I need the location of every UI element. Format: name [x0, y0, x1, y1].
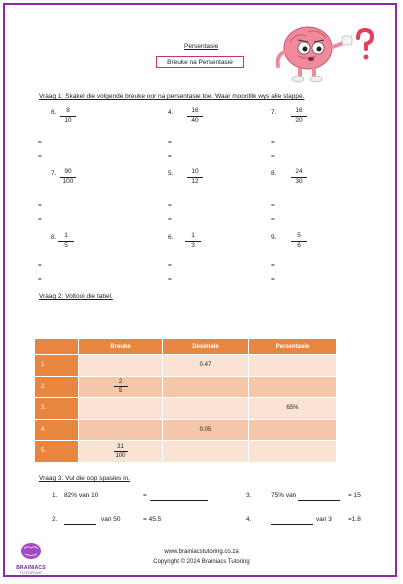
equals-sign: =	[271, 153, 275, 160]
numerator: 31	[114, 444, 128, 452]
q3-item-number: 1.	[52, 492, 58, 499]
q1-item-number: 8.	[51, 234, 57, 241]
row-number: 2.	[35, 376, 79, 398]
brain-logo-icon	[16, 542, 46, 560]
q1-fraction	[291, 233, 307, 249]
equals-sign: =	[168, 202, 172, 209]
desimale-cell[interactable]	[163, 441, 249, 463]
cell-fraction	[114, 379, 128, 394]
question-2-title: Vraag 2: Voltooi die tabel.	[39, 293, 113, 300]
q1-item-number: 7.	[51, 170, 57, 177]
q3-item-number: 2.	[52, 516, 58, 523]
answer-blank[interactable]	[150, 492, 208, 501]
q1-item-number: 8.	[271, 170, 277, 177]
q3-result: = 15	[348, 492, 361, 499]
breuke-cell[interactable]	[79, 376, 163, 398]
numerator: 5	[291, 233, 307, 242]
equals-sign: =	[168, 216, 172, 223]
q1-item-number: 6.	[168, 234, 174, 241]
desimale-cell[interactable]	[163, 376, 249, 398]
q1-fraction	[187, 169, 203, 185]
q1-item-number: 4.	[168, 109, 174, 116]
persentasie-cell[interactable]: 65%	[249, 398, 337, 420]
q1-fraction	[291, 169, 307, 185]
equals-sign: =	[38, 262, 42, 269]
breuke-cell[interactable]	[79, 419, 163, 441]
equals-sign: =	[168, 262, 172, 269]
persentasie-cell[interactable]	[249, 355, 337, 377]
q3-item-text: 82% van 10	[64, 492, 99, 499]
table-header-cell: Breuke	[79, 339, 163, 355]
answer-blank[interactable]	[271, 516, 313, 525]
denominator: 20	[295, 116, 303, 124]
table-header-cell: Desimale	[163, 339, 249, 355]
q1-item-number: 5.	[168, 170, 174, 177]
denominator: 5	[64, 241, 68, 249]
numerator: 16	[187, 108, 203, 117]
persentasie-cell[interactable]	[249, 419, 337, 441]
q1-fraction	[58, 233, 74, 249]
numerator: 8	[60, 108, 76, 117]
q3-equals: =	[143, 492, 147, 499]
numerator: 10	[187, 169, 203, 178]
equals-sign: =	[38, 202, 42, 209]
q1-fraction	[187, 108, 203, 124]
numerator: 16	[291, 108, 307, 117]
table-row	[35, 376, 337, 398]
question-1-title: Vraag 1: Skakel die volgende breuke oor na persentasie toe. Waar moontlik wys alle stappe.	[39, 93, 305, 100]
answer-blank[interactable]	[298, 492, 340, 501]
desimale-cell[interactable]: 0.05	[163, 419, 249, 441]
page-subtitle: Breuke na Persentasie	[156, 56, 244, 68]
equals-sign: =	[168, 153, 172, 160]
q1-fraction	[60, 108, 76, 124]
q3-result: =1.8	[348, 516, 361, 523]
page-title: Persentasie	[184, 43, 219, 50]
breuke-cell[interactable]	[79, 355, 163, 377]
brain-mascot-illustration	[268, 12, 378, 84]
q1-item-number: 6.	[51, 109, 57, 116]
persentasie-cell[interactable]	[249, 376, 337, 398]
table-header-cell	[35, 339, 79, 355]
equals-sign: =	[271, 139, 275, 146]
table-row	[35, 441, 337, 463]
table-header-cell: Persentasie	[249, 339, 337, 355]
equals-sign: =	[271, 276, 275, 283]
denominator: 30	[295, 177, 303, 185]
logo-text: BRAINIACS	[16, 565, 46, 571]
cell-fraction	[114, 444, 128, 459]
footer-copyright: Copyright © 2024 Brainiacs Tutoring	[153, 559, 250, 565]
q3-result: = 45.5	[143, 516, 162, 523]
equals-sign: =	[271, 216, 275, 223]
equals-sign: =	[271, 262, 275, 269]
desimale-cell[interactable]: 0.47	[163, 355, 249, 377]
desimale-cell[interactable]	[163, 398, 249, 420]
equals-sign: =	[168, 139, 172, 146]
table-row	[35, 419, 337, 441]
denominator: 10	[64, 116, 72, 124]
breuke-cell[interactable]	[79, 441, 163, 463]
equals-sign: =	[168, 276, 172, 283]
persentasie-cell[interactable]	[249, 441, 337, 463]
denominator: 3	[191, 241, 195, 249]
question-3-title: Vraag 3: Vul die oop spasies in.	[39, 475, 130, 482]
row-number: 3.	[35, 398, 79, 420]
q1-fraction	[185, 233, 201, 249]
denominator: 5	[118, 388, 123, 395]
answer-blank[interactable]	[64, 516, 96, 525]
q3-item-number: 4.	[246, 516, 252, 523]
denominator: 40	[191, 116, 199, 124]
q3-item-number: 3.	[246, 492, 252, 499]
table-row	[35, 398, 337, 420]
breuke-cell[interactable]	[79, 398, 163, 420]
denominator: 100	[62, 177, 74, 185]
q3-item-text: van 50	[101, 516, 121, 523]
denominator: 12	[191, 177, 199, 185]
equals-sign: =	[38, 139, 42, 146]
q1-fraction	[291, 108, 307, 124]
brainiacs-logo	[16, 542, 46, 575]
q1-item-number: 7.	[271, 109, 277, 116]
page-border	[3, 3, 397, 577]
denominator: 6	[297, 241, 301, 249]
q3-item-text: 75% van	[271, 492, 297, 499]
row-number: 4.	[35, 419, 79, 441]
equals-sign: =	[38, 216, 42, 223]
table-row	[35, 355, 337, 377]
conversion-table	[34, 338, 337, 463]
numerator: 90	[60, 169, 76, 178]
numerator: 1	[185, 233, 201, 242]
q3-item-text: van 3	[316, 516, 332, 523]
q1-fraction	[60, 169, 76, 185]
q1-item-number: 9.	[271, 234, 277, 241]
logo-subtext: TUTORING	[19, 571, 43, 575]
numerator: 2	[114, 379, 128, 387]
equals-sign: =	[38, 153, 42, 160]
table-header-row	[35, 339, 337, 355]
equals-sign: =	[38, 276, 42, 283]
numerator: 1	[58, 233, 74, 242]
denominator: 100	[115, 452, 126, 459]
row-number: 5.	[35, 441, 79, 463]
footer-url[interactable]: www.brainiacstutoring.co.za	[164, 549, 239, 555]
equals-sign: =	[271, 202, 275, 209]
numerator: 24	[291, 169, 307, 178]
row-number: 1.	[35, 355, 79, 377]
